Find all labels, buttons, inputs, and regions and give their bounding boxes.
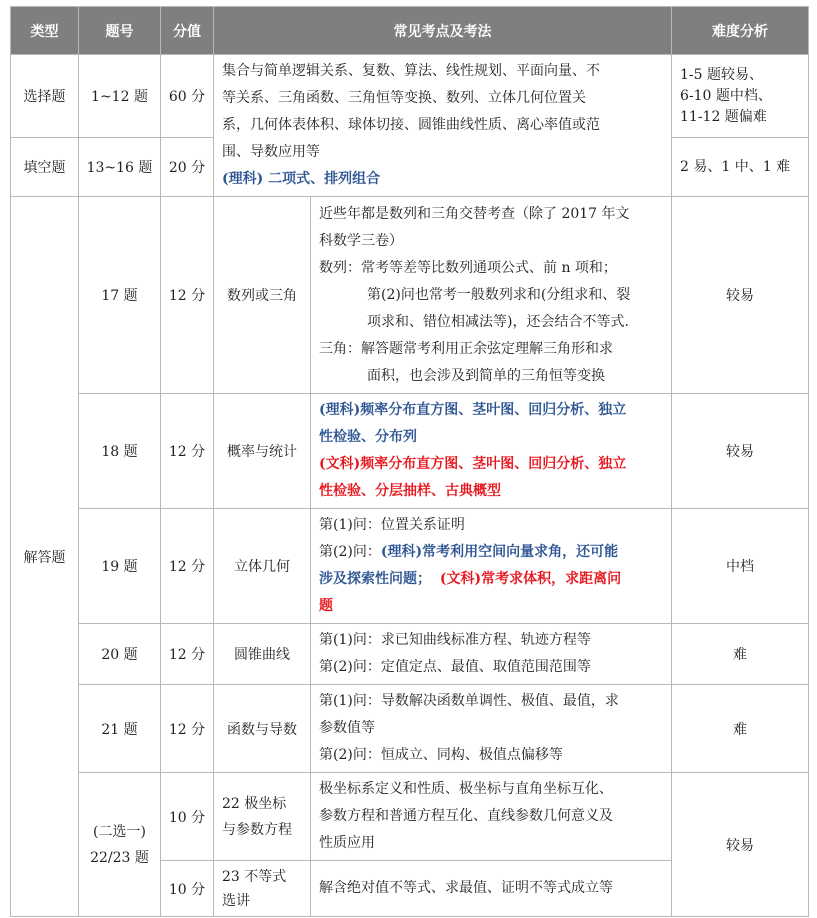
score-cell: 20 分 [161,138,214,197]
type-cell: 选择题 [11,55,79,138]
difficulty-cell: 较易 [672,773,809,917]
key-points-cell [311,773,672,861]
points-line: 项求和、错位相减法等)，还会结合不等式. [367,313,629,330]
topic-cell: 数列或三角 [214,197,311,394]
points-line: 围、导数应用等 [222,144,320,160]
header-key-points: 常见考点及考法 [214,7,672,55]
score-cell: 10 分 [161,773,214,861]
science-line: 涉及探索性问题； [319,571,431,587]
points-line: 第(1)问：导数解决函数单调性、极值、最值，求 [319,693,619,709]
difficulty-cell: 难 [672,624,809,685]
qnum-line: 22/23 题 [90,849,149,866]
key-points-cell [311,509,672,624]
header-score: 分值 [161,7,214,55]
qnum-line: (二选一) [93,823,146,840]
qnum-cell: 21 题 [79,685,161,773]
table-row [11,685,809,773]
points-line: 第(1)问：位置关系证明 [319,517,465,533]
type-cell: 解答题 [11,197,79,917]
points-line: 数列：常考等差等比数列通项公式、前 n 项和； [319,259,617,276]
points-line: 三角：解答题常考利用正余弦定理解三角形和求 [319,340,613,357]
difficulty-cell: 中档 [672,509,809,624]
type-cell: 填空题 [11,138,79,197]
qnum-cell: 19 题 [79,509,161,624]
table-row [11,394,809,509]
points-line: 性质应用 [319,835,375,851]
topic-line: 选讲 [222,892,250,909]
difficulty-line: 1-5 题较易、 [680,66,763,83]
qnum-cell: 20 题 [79,624,161,685]
points-line: 第(2)问：定值定点、最值、取值范围范围等 [319,659,591,675]
difficulty-cell: 较易 [672,197,809,394]
science-line: (理科)频率分布直方图、茎叶图、回归分析、独立 [319,402,627,418]
qnum-cell: 17 题 [79,197,161,394]
topic-cell: 立体几何 [214,509,311,624]
points-line: 等关系、三角函数、三角恒等变换、数列、立体几何位置关 [222,90,586,106]
points-line: 极坐标系定义和性质、极坐标与直角坐标互化、 [319,781,613,797]
difficulty-line: 11-12 题偏难 [680,108,767,125]
score-cell: 60 分 [161,55,214,138]
table-row [11,55,809,138]
arts-line: (文科)常考求体积，求距离问 [439,571,622,587]
difficulty-line: 6-10 题中档、 [680,87,772,104]
topic-cell: 函数与导数 [214,685,311,773]
points-line: 解含绝对值不等式、求最值、证明不等式成立等 [319,880,613,896]
topic-line: 22 极坐标 [222,795,287,812]
points-line: 参数方程和普通方程互化、直线参数几何意义及 [319,808,613,824]
points-line: 第(1)问：求已知曲线标准方程、轨迹方程等 [319,632,591,648]
key-points-cell [311,197,672,394]
topic-line: 与参数方程 [222,821,292,838]
points-line-prefix: 第(2)问： [319,544,381,560]
topic-cell: 概率与统计 [214,394,311,509]
points-line: 面积，也会涉及到简单的三角恒等变换 [367,367,605,384]
points-line: 第(2)问也常考一般数列求和(分组求和、裂 [367,286,631,303]
table-row [11,509,809,624]
science-line: 性检验、分布列 [319,429,417,445]
points-line: 系，几何体表体积、球体切接、圆锥曲线性质、离心率值或范 [222,117,600,133]
qnum-cell: 13~16 题 [79,138,161,197]
key-points-cell [311,624,672,685]
score-cell: 12 分 [161,624,214,685]
points-line: 集合与简单逻辑关系、复数、算法、线性规划、平面向量、不 [222,63,600,79]
science-line: (理科)常考利用空间向量求角，还可能 [380,544,619,560]
topic-line: 23 不等式 [222,868,287,885]
difficulty-cell [672,55,809,138]
difficulty-cell: 2 易、1 中、1 难 [672,138,809,197]
topic-cell: 圆锥曲线 [214,624,311,685]
arts-line: (文科)频率分布直方图、茎叶图、回归分析、独立 [319,456,627,472]
qnum-cell: 18 题 [79,394,161,509]
key-points-cell [311,685,672,773]
arts-line: 题 [319,598,333,614]
qnum-cell [79,773,161,917]
table-row [11,197,809,394]
score-cell: 12 分 [161,197,214,394]
table-row [11,624,809,685]
header-difficulty: 难度分析 [672,7,809,55]
points-line: 科数学三卷） [319,232,403,249]
score-cell: 12 分 [161,394,214,509]
science-extra: (理科) 二项式、排列组合 [222,171,381,187]
table-row [11,773,809,861]
topic-cell [214,773,311,861]
header-type: 类型 [11,7,79,55]
exam-analysis-table [10,6,809,917]
points-line: 第(2)问：恒成立、同构、极值点偏移等 [319,747,563,763]
key-points-cell [311,861,672,917]
header-question-number: 题号 [79,7,161,55]
qnum-cell: 1~12 题 [79,55,161,138]
score-cell: 12 分 [161,685,214,773]
shared-key-points-cell [214,55,672,197]
points-line: 近些年都是数列和三角交替考查（除了 2017 年文 [319,205,630,222]
points-line: 参数值等 [319,720,375,736]
key-points-cell [311,394,672,509]
difficulty-cell: 较易 [672,394,809,509]
arts-line: 性检验、分层抽样、古典概型 [319,483,501,499]
header-row [11,7,809,55]
score-cell: 12 分 [161,509,214,624]
score-cell: 10 分 [161,861,214,917]
difficulty-cell: 难 [672,685,809,773]
topic-cell [214,861,311,917]
